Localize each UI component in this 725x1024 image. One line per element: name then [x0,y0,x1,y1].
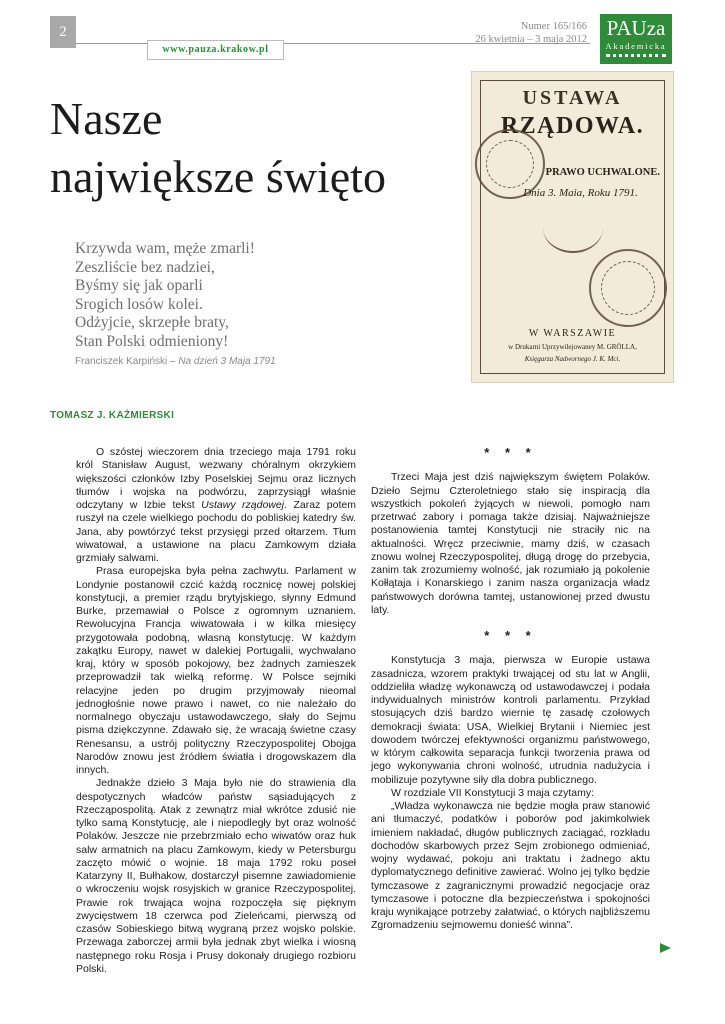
image-title-ustawa: USTAWA [522,87,623,109]
poem-source-author: Franciszek Karpiński – [75,356,179,367]
poem-line: Byśmy się jak oparli [75,277,203,295]
section-separator: * * * [484,628,537,643]
image-date: Dnia 3. Maia, Roku 1791. [523,187,638,199]
image-place: W WARSZAWIE [528,328,617,339]
page-number: 2 [50,16,76,48]
paragraph: „Władza wykonawcza nie będzie mogła praw stanowić ani tłumaczyć, podatków i poborów pod jakimkolwiek imieniem nakładać, długów publicznych zaciągać, rozkładu dochodów skarbowych przez Sejm zrobionego odmieniać, wojny wydawać, pokoju ani traktatu i żadnego aktu dyplomatycznego definitive zawierać. Wolno jej tylko będzie tymczasowe z zagranicznymi prowadzić negocjacje oraz tymczasowe i potoczne dla bezpieczeństwa i spokojności kraju wynikające potrzeby załatwiać, o których najbliższemu Zgromadzeniu sejmowemu donieść winna”. [371,800,650,932]
text-column-left [76,446,356,976]
site-url-link[interactable]: www.pauza.krakow.pl [147,40,284,60]
paragraph: W rozdziale VII Konstytucji 3 maja czytamy: [391,786,595,799]
poem-line: Odżyjcie, skrzepłe braty, [75,314,229,332]
constitution-title-page-image [471,71,674,383]
article-author: TOMASZ J. KAŻMIERSKI [50,410,175,421]
article-title [50,90,440,206]
poem-line: Zeszliście bez nadziei, [75,258,215,276]
poem-source-title: Na dzień 3 Maja 1791 [178,356,276,367]
next-page-arrow-icon[interactable] [660,943,671,953]
title-line-2: największe święto [50,151,386,202]
poem-source [75,356,276,367]
issue-info [475,20,587,46]
coat-of-arms-stamp-icon [589,249,667,327]
poem-line: Krzywda wam, męże zmarli! [75,240,255,257]
image-subtitle: PRAWO UCHWALONE. [545,167,660,178]
logo-main-text: PAUza [606,16,666,40]
paragraph: Jednakże dzieło 3 Maja było nie do strawienia dla despotycznych władców państw sąsiadujących z Rzecząpospolitą. Atak z zewnątrz miał wkrótce zdusić nie tylko samą Konstytucję, ale i niepodległy byt oraz wolność Polaków. Jeszcze nie przebrzmiało echo wiwatów oraz huk salw armatnich na placu Zamkowym, kiedy w Petersburgu zaczęto mówić o wojnie. 18 maja 1792 roku poseł Katarzyny II, Bułhakow, dostarczył pisemne zawiadomienie o wkroczeniu wojsk rosyjskich w granice Rzeczypospolitej. Prawie rok trwająca wojna rozpoczęła się pięknym zwycięstwem 18 czerwca pod Zieleńcami, pierwszą od czasów Sobieskiego bitwą wygraną przez wojsko polskie. Przewaga zaborczej armii była jednak zbyt wielka i wiosną następnego roku Rosja i Prusy dokonały drugiego rozbioru Polski. [76,777,356,975]
paragraph-emphasis: Ustawy rządowej [201,499,285,511]
paragraph [76,446,356,565]
image-bookseller: Księgarza Nadwornego J. K. Mci. [524,355,621,363]
poem-line: Srogich losów kolei. [75,295,203,313]
section-separator: * * * [484,445,537,460]
image-title-rzadowa: RZĄDOWA. [500,113,645,139]
poem-line: Stan Polski odmieniony! [75,332,229,350]
paragraph-text: O szóstej wieczorem dnia trzeciego maja 1791 roku król Stanisław August, wezwany chóralnym okrzykiem większości członków Izby Poselskiej Sejmu oraz licznych tłumów i wojska na podwórzu, zaprzysiągł właśnie odczytany w Izbie tekst [76,446,356,511]
paragraph: Prasa europejska była pełna zachwytu. Parlament w Londynie postanowił czcić każdą rocznicę nowej polskiej konstytucji, a premier rządu brytyjskiego, słynny Edmund Burke, przemawiał o Polsce z ogromnym uznaniem. Rewolucyjna Francja wiwatowała i w kilka miesięcy przygotowała podobną, własną konstytucję. W każdym zakątku Europy, nawet w dalekiej Portugalii, wychwalano kraj, który w sposób pokojowy, bez żadnych zamieszek przeprowadził tak wielką reformę. W Polsce sejmiki relacyjne jeden po drugim przyjmowały nieomal jednogłośnie nowe prawo i nawet, co nie należało do normalnego obyczaju ustawodawczego, słały do Sejmu pisma dziękczynne. Zdawało się, że wracają świetne czasy Renesansu, a ustrój polityczny Rzeczypospolitej Obojga Narodów znowu jest źródłem światła i drogowskazem dla innych. [76,565,356,776]
logo-sub-text: Akademicka [605,41,667,51]
issue-number: Numer 165/166 [520,21,587,32]
ornament-icon [543,203,603,253]
paragraph: Konstytucja 3 maja, pierwsza w Europie ustawa zasadnicza, wzorem praktyki trwającej od stu lat w Anglii, oddzieliła władzę wykonawczą od ustawodawczej i podała indywidualnych ministrów kontroli parlamentu. Przykład stosujących dziś bardzo wiernie tę zasadę czołowych demokracji świata: USA, Wielkiej Brytanii i Niemiec jest dowodem twórczej efektywności organizmu państwowego, w którym całkowita separacja funkcji tworzenia prawa od jego wykonywania chroni wolność, utrudnia nadużycia i mobilizuje pozytywne siły dla dobra publicznego. [371,654,650,786]
paragraph-text: . Zaraz potem ruszył na czele wielkiego pochodu do pobliskiej katedry św. Jana, aby powtórzyć tekst przysięgi przed ołtarzem. Tłum wiwatował, a ustawione na placu Zamkowym działa grzmiały salwami. [76,499,356,564]
spacer [371,459,650,471]
paragraph: Trzeci Maja jest dziś największym świętem Polaków. Dzieło Sejmu Czteroletniego stało się inspiracją dla wszystkich pokoleń żyjących w niewoli, pomogło nam przetrwać zabory i pomaga także dzisiaj. Najważniejsze postanowienia tamtej Konstytucji nie straciły nic na aktualności. Wręcz przeciwnie, mamy dziś, w czasach znowu wolnej Rzeczypospolitej, długą drogę do przebycia, zanim tak zrozumiemy wolność, jak rozumiało ją pokolenie Kołłątaja i Konarskiego i zanim nasza organizacja władz państwowych dorówna tamtej, ustanowionej przed dwustu laty. [371,471,650,616]
pauza-logo[interactable] [600,14,672,64]
spacer [371,642,650,654]
image-printer: w Drukarni Uprzywilejowaney M. GRÖLLA, [508,343,637,351]
title-line-1: Nasze [50,93,163,144]
image-frame [480,80,665,374]
text-column-right [371,446,650,933]
logo-dots [606,54,666,57]
issue-date: 26 kwietnia – 3 maja 2012 [475,34,587,45]
poem-quote [75,240,255,352]
